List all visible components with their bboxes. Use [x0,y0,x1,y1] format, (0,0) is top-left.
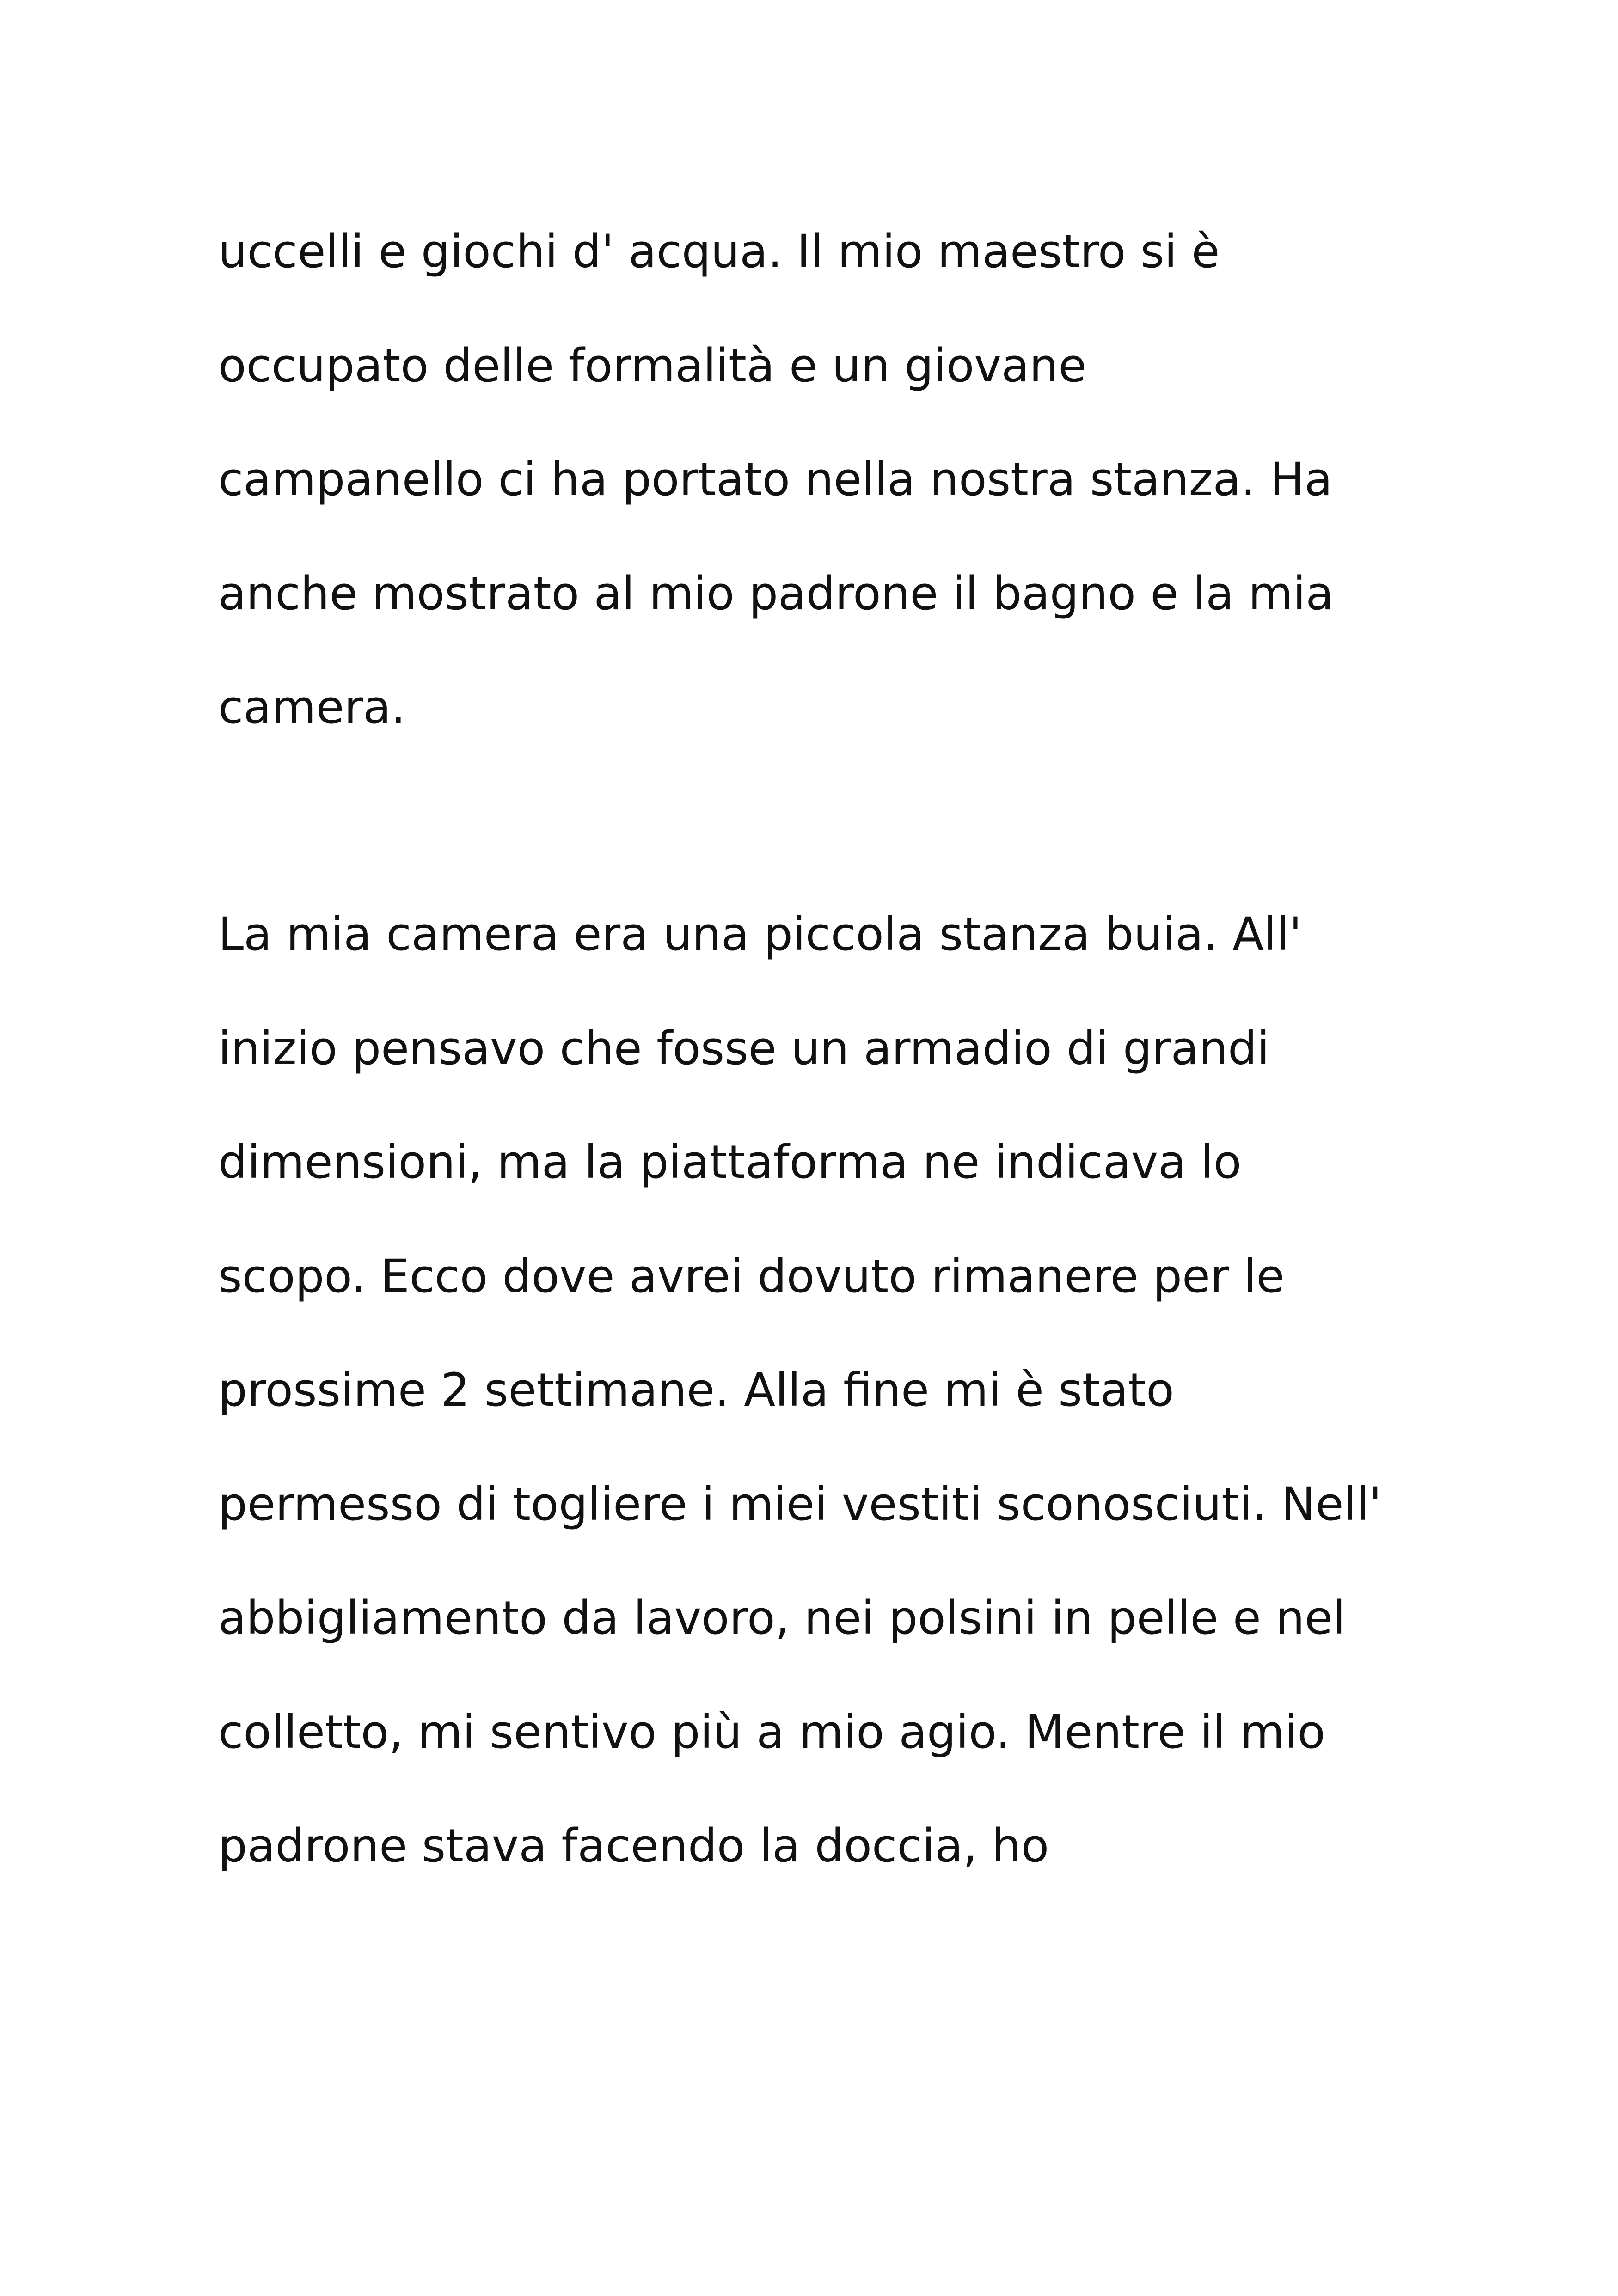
text-line: campanello ci ha portato nella nostra stanza. Ha [218,453,1333,506]
text-line: colletto, mi sentivo più a mio agio. Mentre il mio [218,1706,1325,1759]
text-line: inizio pensavo che fosse un armadio di grandi [218,1022,1270,1075]
text-line: uccelli e giochi d' acqua. Il mio maestro si è [218,225,1220,278]
text-line: La mia camera era una piccola stanza buia. All' [218,908,1302,961]
text-line: permesso di togliere i miei vestiti sconosciuti. Nell' [218,1478,1382,1531]
text-line: anche mostrato al mio padrone il bagno e la mia [218,567,1334,620]
text-line: padrone stava facendo la doccia, ho [218,1819,1049,1873]
text-line: camera. [218,681,406,734]
text-line: dimensioni, ma la piattaforma ne indicava lo [218,1136,1242,1189]
text-line: scopo. Ecco dove avrei dovuto rimanere per le [218,1250,1285,1303]
text-line: abbigliamento da lavoro, nei polsini in pelle e nel [218,1592,1346,1645]
text-line: prossime 2 settimane. Alla fine mi è stato [218,1364,1174,1417]
text-line: occupato delle formalità e un giovane [218,339,1087,392]
